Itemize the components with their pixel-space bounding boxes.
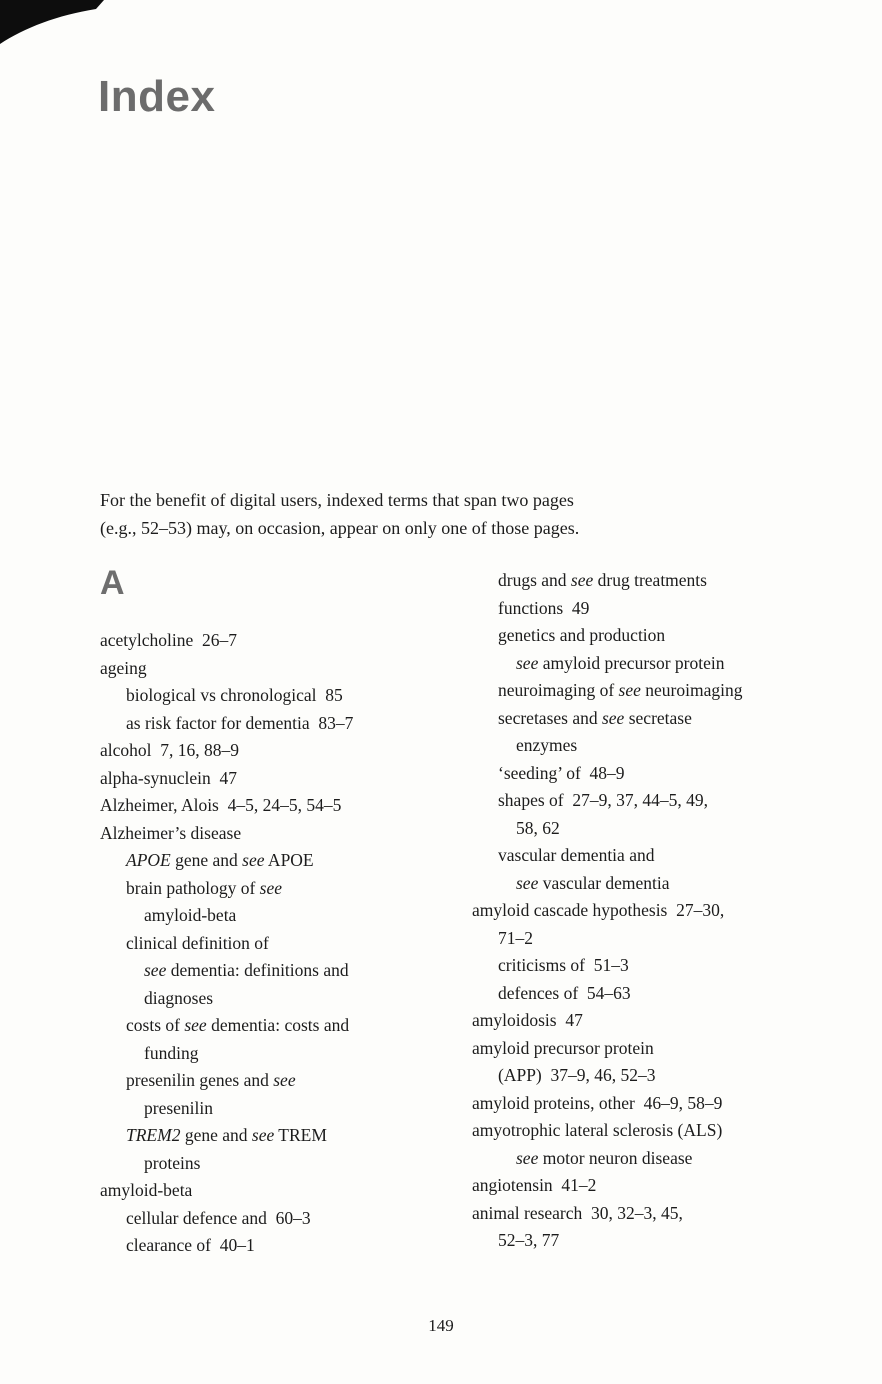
page-corner-artifact <box>0 0 112 48</box>
index-column-left <box>100 627 460 1260</box>
index-line: amyotrophic lateral sclerosis (ALS) <box>472 1120 723 1140</box>
index-line: drugs and see drug treatments <box>498 570 707 590</box>
index-line: amyloid-beta <box>100 1180 193 1200</box>
index-line: secretases and see secretase <box>498 707 692 728</box>
index-line: brain pathology of see <box>126 877 283 898</box>
index-line: APOE gene and see APOE <box>126 850 314 870</box>
index-line: angiotensin 41–2 <box>472 1175 597 1195</box>
page-title: Index <box>98 72 216 121</box>
index-note <box>100 486 780 542</box>
index-line: Alzheimer, Alois 4–5, 24–5, 54–5 <box>100 795 342 815</box>
index-line: diagnoses <box>144 987 214 1008</box>
index-line: amyloidosis 47 <box>472 1010 583 1030</box>
page-number: 149 <box>428 1316 454 1335</box>
index-line: ‘seeding’ of 48–9 <box>498 762 625 783</box>
index-line: presenilin <box>144 1097 214 1118</box>
index-line: animal research 30, 32–3, 45, <box>472 1202 683 1223</box>
index-note-line: For the benefit of digital users, indexed terms that span two pages <box>100 490 574 510</box>
index-line: as risk factor for dementia 83–7 <box>126 712 354 733</box>
index-line: clearance of 40–1 <box>126 1235 255 1255</box>
index-line: criticisms of 51–3 <box>498 955 629 975</box>
index-line: proteins <box>144 1152 201 1173</box>
index-line: funding <box>144 1042 199 1063</box>
index-line: amyloid precursor protein <box>472 1037 654 1058</box>
index-column-right <box>472 567 832 1255</box>
index-line: clinical definition of <box>126 932 269 953</box>
index-line: cellular defence and 60–3 <box>126 1207 311 1228</box>
index-line: TREM2 gene and see TREM <box>126 1125 327 1145</box>
index-line: (APP) 37–9, 46, 52–3 <box>498 1065 656 1085</box>
index-line: see motor neuron disease <box>516 1147 693 1168</box>
index-line: biological vs chronological 85 <box>126 685 343 705</box>
index-line: acetylcholine 26–7 <box>100 630 238 650</box>
index-line: vascular dementia and <box>498 845 655 865</box>
index-line: see amyloid precursor protein <box>516 652 725 673</box>
index-note-line: (e.g., 52–53) may, on occasion, appear on only one of those pages. <box>100 518 580 538</box>
index-line: enzymes <box>516 735 578 755</box>
index-line: 52–3, 77 <box>498 1230 560 1250</box>
index-line: amyloid cascade hypothesis 27–30, <box>472 900 725 920</box>
index-line: genetics and production <box>498 625 666 645</box>
index-line: neuroimaging of see neuroimaging <box>498 680 743 700</box>
index-line: ageing <box>100 657 147 678</box>
section-letter-a: A <box>100 564 125 602</box>
index-line: Alzheimer’s disease <box>100 822 242 843</box>
index-line: amyloid-beta <box>144 905 237 925</box>
index-line: functions 49 <box>498 597 590 618</box>
index-line: defences of 54–63 <box>498 982 631 1003</box>
index-line: costs of see dementia: costs and <box>126 1015 350 1035</box>
index-line: shapes of 27–9, 37, 44–5, 49, <box>498 790 708 810</box>
index-line: 58, 62 <box>516 817 560 838</box>
index-line: alcohol 7, 16, 88–9 <box>100 740 240 760</box>
index-line: presenilin genes and see <box>126 1070 296 1090</box>
index-line: amyloid proteins, other 46–9, 58–9 <box>472 1092 723 1113</box>
index-line: see vascular dementia <box>516 872 670 893</box>
index-line: see dementia: definitions and <box>144 960 349 980</box>
index-line: alpha-synuclein 47 <box>100 767 238 788</box>
index-line: 71–2 <box>498 927 533 948</box>
